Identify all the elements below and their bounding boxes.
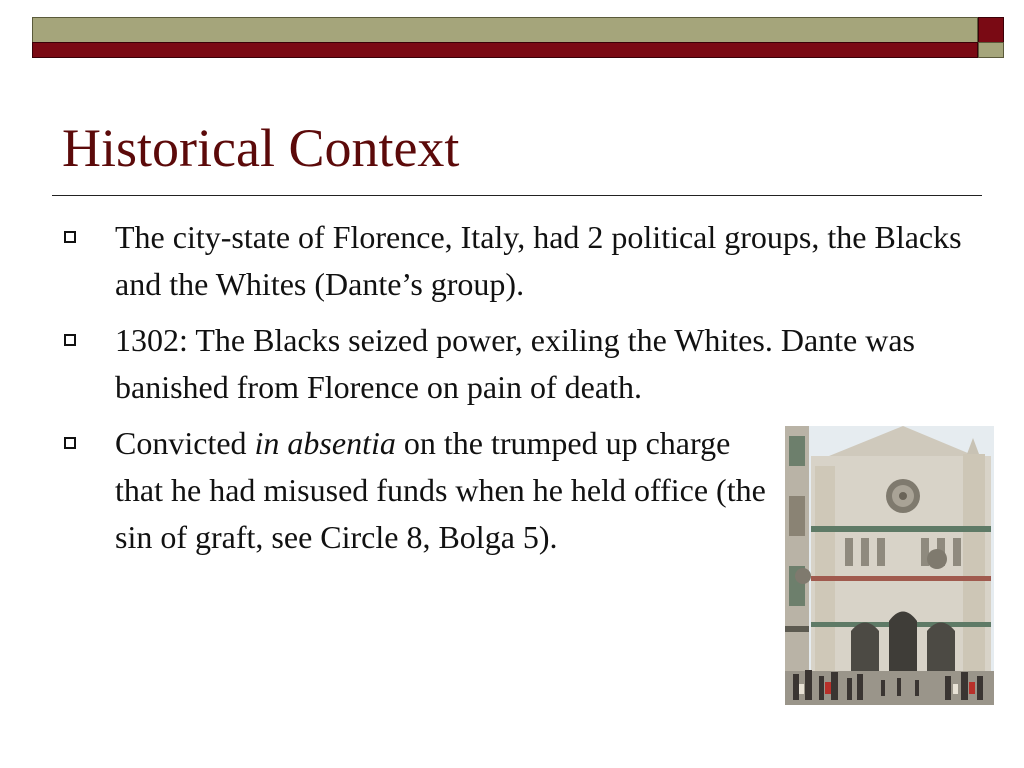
header-bar-olive [32, 17, 978, 43]
bullet-text-italic: in absentia [254, 425, 396, 461]
bullet-item [64, 214, 964, 308]
square-bullet-icon [64, 231, 76, 243]
bullet-text: The city-state of Florence, Italy, had 2 political groups, the Blacks and the Whites (Dante’s group). [115, 219, 962, 302]
slide-title: Historical Context [62, 118, 460, 178]
square-bullet-icon [64, 334, 76, 346]
title-divider [52, 195, 982, 196]
header-square-red [978, 17, 1004, 43]
florence-cathedral-photo [785, 426, 994, 705]
bullet-text-after: on the trumped up charge that he had misused funds when he held office (the sin of graft, see Circle 8, Bolga 5). [115, 425, 766, 555]
bullet-item [64, 317, 964, 411]
bullet-text: 1302: The Blacks seized power, exiling the Whites. Dante was banished from Florence on pain of death. [115, 322, 915, 405]
bullet-item [64, 420, 775, 561]
header-square-olive [978, 42, 1004, 58]
bullet-text-before: Convicted [115, 425, 255, 461]
square-bullet-icon [64, 437, 76, 449]
header-bar-red [32, 42, 978, 58]
